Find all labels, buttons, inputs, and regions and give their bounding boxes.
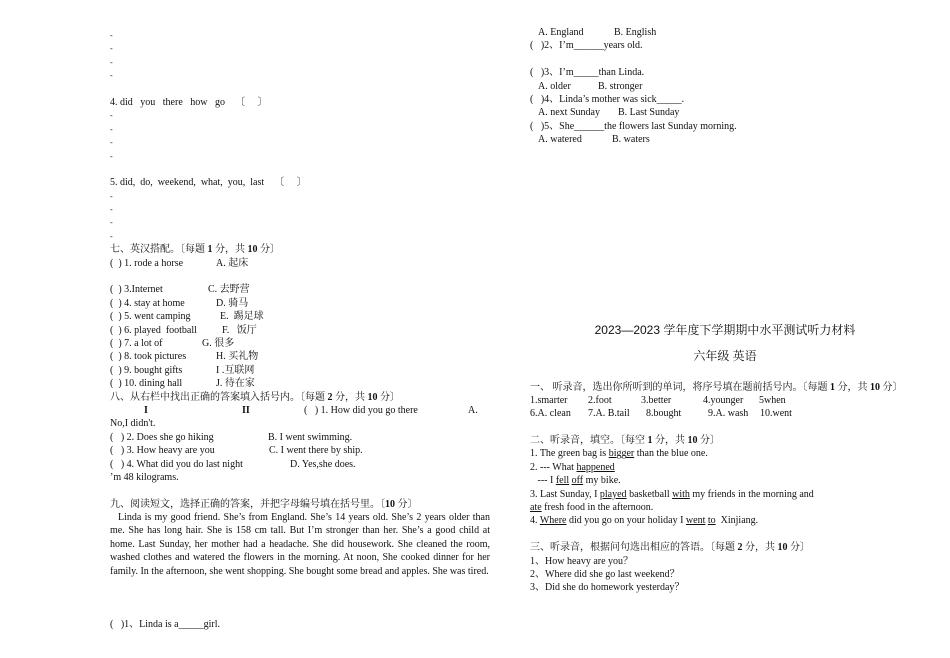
match-row: ( ) 3. How heavy are you C. I went there by ship. [110,445,363,457]
fill-line: 3. Last Sunday, I played basketball with my friends in the morning and [530,488,814,500]
right-column [530,26,920,595]
answer-line: - [110,205,113,215]
match-item: ( ) 5. went camping E. 踢足球 [110,311,264,323]
match-item: ( ) 9. bought gifts I .互联网 [110,364,255,376]
question-8-1-cont: No,I didn't. [110,418,156,430]
match-row: ( ) 2. Does she go hiking B. I went swimming. [110,431,353,443]
answer-tail: ’m 48 kilograms. [110,471,179,483]
reading-question-2: ( )2、I’m______years old. [530,40,643,52]
left-column [110,29,490,631]
reading-passage: Linda is my good friend. She’s from England. She’s 14 years old. She’s 2 years older than me. She has long hair. She is 158 cm tall. But I’m stronger than her. She’s a good child at home. Last Sunday, her mother had a headache. She did housework. She cleaned the room, washed clothes and watered the flowers in the morning. At noon, She cooked dinner for her family. In the afternoon, she went shopping. She bought some bread and apples. She was tired. [110,512,490,577]
reading-question-4: ( )4、Linda’s mother was sick_____. [530,93,685,105]
match-item: ( ) 6. played football F. 饭厅 [110,324,257,336]
fill-line: ate fresh food in the afternoon. [530,502,654,514]
listening-question: 2、Where did she go last weekend？ [530,569,680,580]
answer-line: - [110,218,113,228]
section-9-heading: 九、阅读短文，选择正确的答案，并把字母编号填在括号里。〔10 分〕 [110,498,418,510]
options-row: A. next Sunday B. Last Sunday [538,107,680,119]
answer-line: - [110,31,113,40]
answer-line: - [110,57,113,67]
match-item: ( ) 7. a lot of G. 很多 [110,337,235,349]
fill-line: 2. --- What happened [530,461,615,473]
listening-question: 3、Did she do homework yesterday？ [530,582,685,594]
listening-title: 2023—2023 学年度下学期期中水平测试听力材料 [594,322,856,337]
answer-line: - [110,231,113,241]
fill-line: 4. Where did you go on your holiday I went to Xinjiang. [530,515,759,527]
match-item: ( ) 3.Internet C. 去野营 [110,284,250,296]
match-item: ( ) 10. dining hall J. 待在家 [110,378,255,390]
word-list-row-1: 1.smarter 2.foot 3.better 4.younger 5when [530,394,786,406]
word-list-row-2: 6.A. clean 7.A. B.tail 8.bought 9.A. wash 10.went [530,408,792,420]
answer-line: - [110,124,113,134]
answer-line: - [110,191,113,201]
fill-line: --- I fell off my bike. [530,475,621,487]
reading-question-3: ( )3、I’m_____than Linda. [530,67,645,79]
listening-subtitle: 六年级 英语 [693,348,757,363]
reading-question-5: ( )5、She______the flowers last Sunday morning. [530,120,737,132]
answer-line: - [110,71,113,81]
listening-section-2-heading: 二、听录音，填空。〔每空 1 分，共 10 分〕 [530,435,720,447]
match-item: ( ) 8. took pictures H. 买礼物 [110,351,259,363]
reading-question-1: ( )1、Linda is a_____girl. [110,619,220,631]
question-5: 5. did, do, weekend, what, you, last 〔 〕 [110,177,307,189]
section-8-heading: 八、从右栏中找出正确的答案填入括号内。〔每题 2 分，共 10 分〕 [110,391,400,403]
match-item: ( ) 1. rode a horse A. 起床 [110,257,249,269]
section-8-columns: I II ( ) 1. How did you go there A. [144,404,478,416]
answer-line: - [110,151,113,161]
match-item: ( ) 4. stay at home D. 骑马 [110,297,249,309]
options-row: A. England B. English [538,27,657,38]
match-row: ( ) 4. What did you do last night D. Yes,she does. [110,458,356,470]
options-row: A. watered B. waters [538,134,650,146]
options-row: A. older B. stronger [538,80,643,92]
question-4: 4. did you there how go 〔 〕 [110,96,268,108]
answer-line: - [110,138,113,148]
fill-line: 1. The green bag is bigger than the blue one. [530,448,708,460]
answer-line: - [110,111,113,121]
listening-section-1-heading: 一、 听录音，选出你所听到的单词，将序号填在题前括号内。〔每题 1 分，共 10 分〕 [530,381,903,393]
listening-question: 1、How heavy are you？ [530,555,634,567]
answer-line: - [110,44,113,54]
section-7-heading: 七、英汉搭配。〔每题 1 分，共 10 分〕 [110,244,280,256]
listening-section-3-heading: 三、听录音，根据问句选出相应的答语。〔每题 2 分，共 10 分〕 [530,542,810,554]
